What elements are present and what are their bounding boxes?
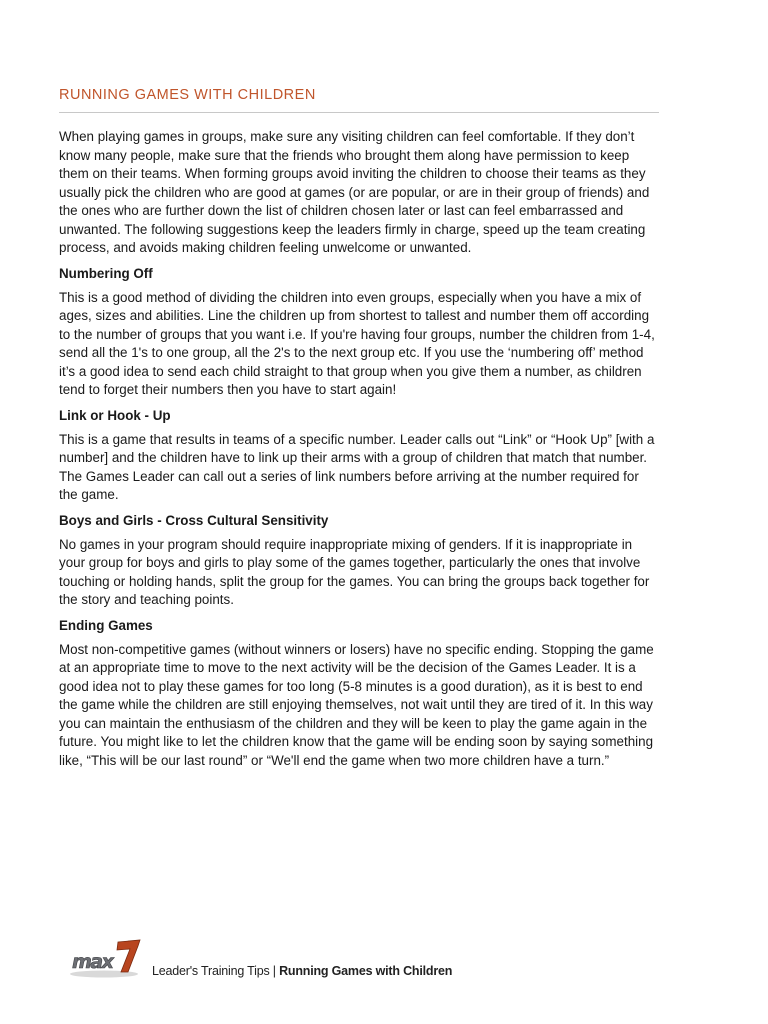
section-heading-boys-and-girls: Boys and Girls - Cross Cultural Sensitivity [59, 512, 329, 528]
intro-paragraph: When playing games in groups, make sure any visiting children can feel comfortable. If they don’t know many people, make sure that the friends who brought them along have permission to keep them on their teams. When forming groups avoid inviting the children to choose their teams as they usually pick the children who are good at games (or are popular, or are in their group of friends) and the ones who are further down the list of children chosen later or last can feel embarrassed and unwanted. The following suggestions keep the leaders firmly in charge, speed up the team creating process, and avoids making children feeling unwelcome or unwanted. [59, 129, 650, 255]
section-body-numbering-off: This is a good method of dividing the children into even groups, especially when you have a mix of ages, sizes and abilities. Line the children up from shortest to tallest and number them off according to the number of groups that you want i.e. If you're having four groups, number the children from 1-4, send all the 1's to one group, all the 2's to the next group etc. If you use the ‘numbering off’ method it’s a good idea to send each child straight to that group when you give them a number, as children tend to forget their numbers then you have to start again! [59, 289, 655, 397]
svg-text:max: max [72, 951, 113, 973]
footer-label [152, 964, 452, 978]
section-heading-link-or-hook-up: Link or Hook - Up [59, 407, 171, 423]
section-heading-numbering-off: Numbering Off [59, 265, 153, 281]
page-footer [68, 938, 548, 988]
section-body-ending-games: Most non-competitive games (without winners or losers) have no specific ending. Stopping the game at an appropriate time to move to the next activity will be the decision of the Games Leader. It is a good idea not to play these games for too long (5-8 minutes is a good duration), as it is best to end the game while the children are still enjoying themselves, not wait until they are tired of it. In this way you can maintain the enthusiasm of the children and they will be keen to play the game again in the future. You might like to let the children know that the game will be ending soon by saying something like, “This will be our last round” or “We'll end the game when two more children have a turn.” [59, 641, 654, 768]
page-title: RUNNING GAMES WITH CHILDREN [59, 87, 316, 103]
section-body-link-or-hook-up: This is a game that results in teams of a specific number. Leader calls out “Link” or “Hook Up” [with a number] and the children have to link up their arms with a group of children that match that number. The Games Leader can call out a series of link numbers before arriving at the number required for the game. [59, 431, 655, 502]
section-heading-ending-games: Ending Games [59, 617, 153, 633]
section-body-boys-and-girls: No games in your program should require inappropriate mixing of genders. If it is inappropriate in your group for boys and girls to play some of the games together, particularly the ones that involve touching or holding hands, split the group for the games. You can bring the groups back together for the story and teaching points. [59, 536, 650, 607]
title-divider [59, 112, 659, 113]
footer-label-title: Running Games with Children [279, 964, 453, 978]
footer-label-prefix: Leader's Training Tips | [152, 964, 280, 978]
max7-logo [68, 938, 144, 980]
document-body [59, 128, 659, 777]
